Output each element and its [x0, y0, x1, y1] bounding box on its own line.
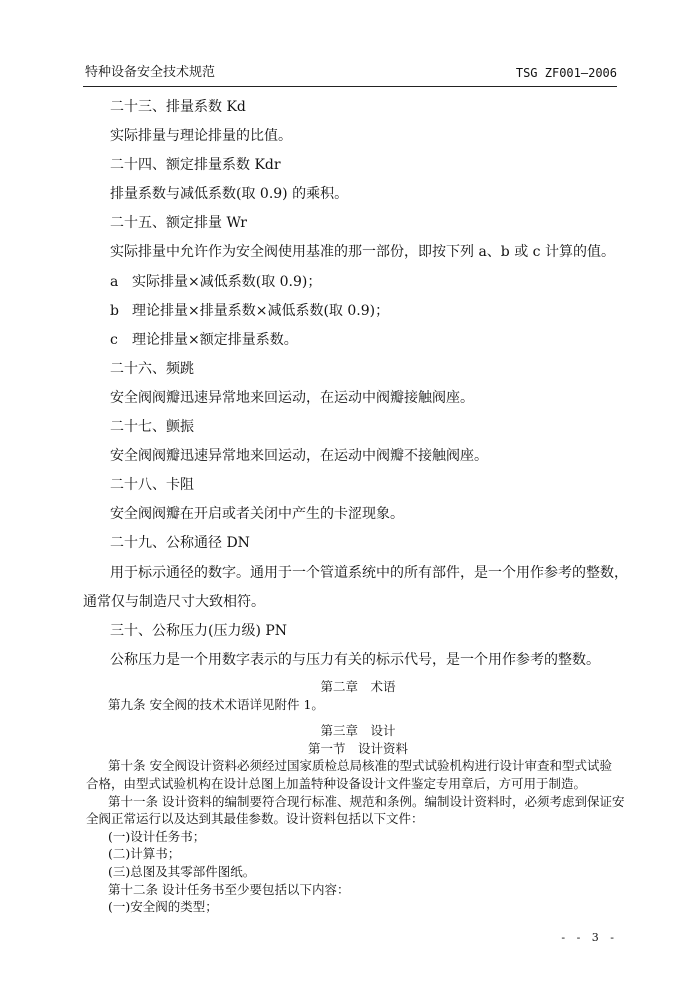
def-heading: 二十八、卡阻	[110, 477, 194, 494]
article10-continuation: 合格，由型式试验机构在设计总图上加盖特种设备设计文件鉴定专用章后，方可用于制造。	[86, 775, 587, 791]
chapter3-title: 第三章 设计	[320, 723, 396, 739]
list11-item: (三)总图及其零部件图纸。	[108, 863, 256, 879]
section1-title: 第一节 设计资料	[307, 740, 408, 756]
def-heading: 三十、公称压力(压力级) PN	[110, 622, 288, 639]
header-title: 特种设备安全技术规范	[85, 65, 216, 80]
list11-item: (一)设计任务书；	[108, 828, 206, 844]
article11: 第十一条 设计资料的编制要符合现行标准、规范和条例。编制设计资料时，必须考虑到保证安	[108, 793, 625, 809]
article9: 第九条 安全阀的技术术语详见附件 1。	[108, 696, 324, 712]
chapter2-title: 第二章 术语	[320, 679, 396, 694]
def-heading: 二十六、频跳	[110, 360, 194, 377]
article12: 第十二条 设计任务书至少要包括以下内容：	[108, 881, 350, 897]
def-heading: 二十九、公称通径 DN	[110, 535, 250, 552]
definitions-section	[83, 97, 630, 679]
def-heading: 二十四、额定排量系数 Kdr	[110, 157, 281, 174]
list12-item: (一)安全阀的类型；	[108, 899, 218, 915]
def-list-item: a 实际排量×减低系数(取 0.9)；	[110, 273, 322, 290]
def-list-item: c 理论排量×额定排量系数。	[110, 331, 298, 348]
page-header	[83, 64, 617, 87]
page-number: - - 3 -	[561, 931, 618, 944]
def-text: 安全阀阀瓣迅速异常地来回运动，在运动中阀瓣不接触阀座。	[110, 448, 488, 465]
def-text: 公称压力是一个用数字表示的与压力有关的标示代号，是一个用作参考的整数。	[110, 651, 600, 668]
def-text: 用于标示通径的数字。通用于一个管道系统中的所有部件，是一个用作参考的整数，	[110, 564, 628, 581]
def-text: 安全阀阀瓣迅速异常地来回运动，在运动中阀瓣接触阀座。	[110, 389, 474, 406]
def-heading: 二十五、额定排量 Wr	[110, 215, 247, 232]
def-text: 实际排量中允许作为安全阀使用基准的那一部份，即按下列 a、b 或 c 计算的值。	[110, 244, 615, 261]
def-text: 实际排量与理论排量的比值。	[110, 128, 292, 145]
def-heading: 二十七、颤振	[110, 419, 194, 436]
def-list-item: b 理论排量×排量系数×减低系数(取 0.9)；	[110, 302, 390, 319]
header-code: TSG ZF001—2006	[515, 66, 617, 80]
def-text-continuation: 通常仅与制造尺寸大致相符。	[83, 593, 265, 610]
article11-continuation: 全阀正常运行以及达到其最佳参数。设计资料包括以下文件：	[86, 811, 424, 827]
def-text: 安全阀阀瓣在开启或者关闭中产生的卡涩现象。	[110, 506, 404, 523]
article10: 第十条 安全阀设计资料必须经过国家质检总局核准的型式试验机构进行设计审查和型式试验	[108, 758, 612, 774]
list11-item: (二)计算书；	[108, 846, 181, 862]
def-heading: 二十三、排量系数 Kd	[110, 99, 246, 115]
def-text: 排量系数与减低系数(取 0.9) 的乘积。	[110, 186, 349, 203]
chapters-section	[86, 678, 628, 916]
